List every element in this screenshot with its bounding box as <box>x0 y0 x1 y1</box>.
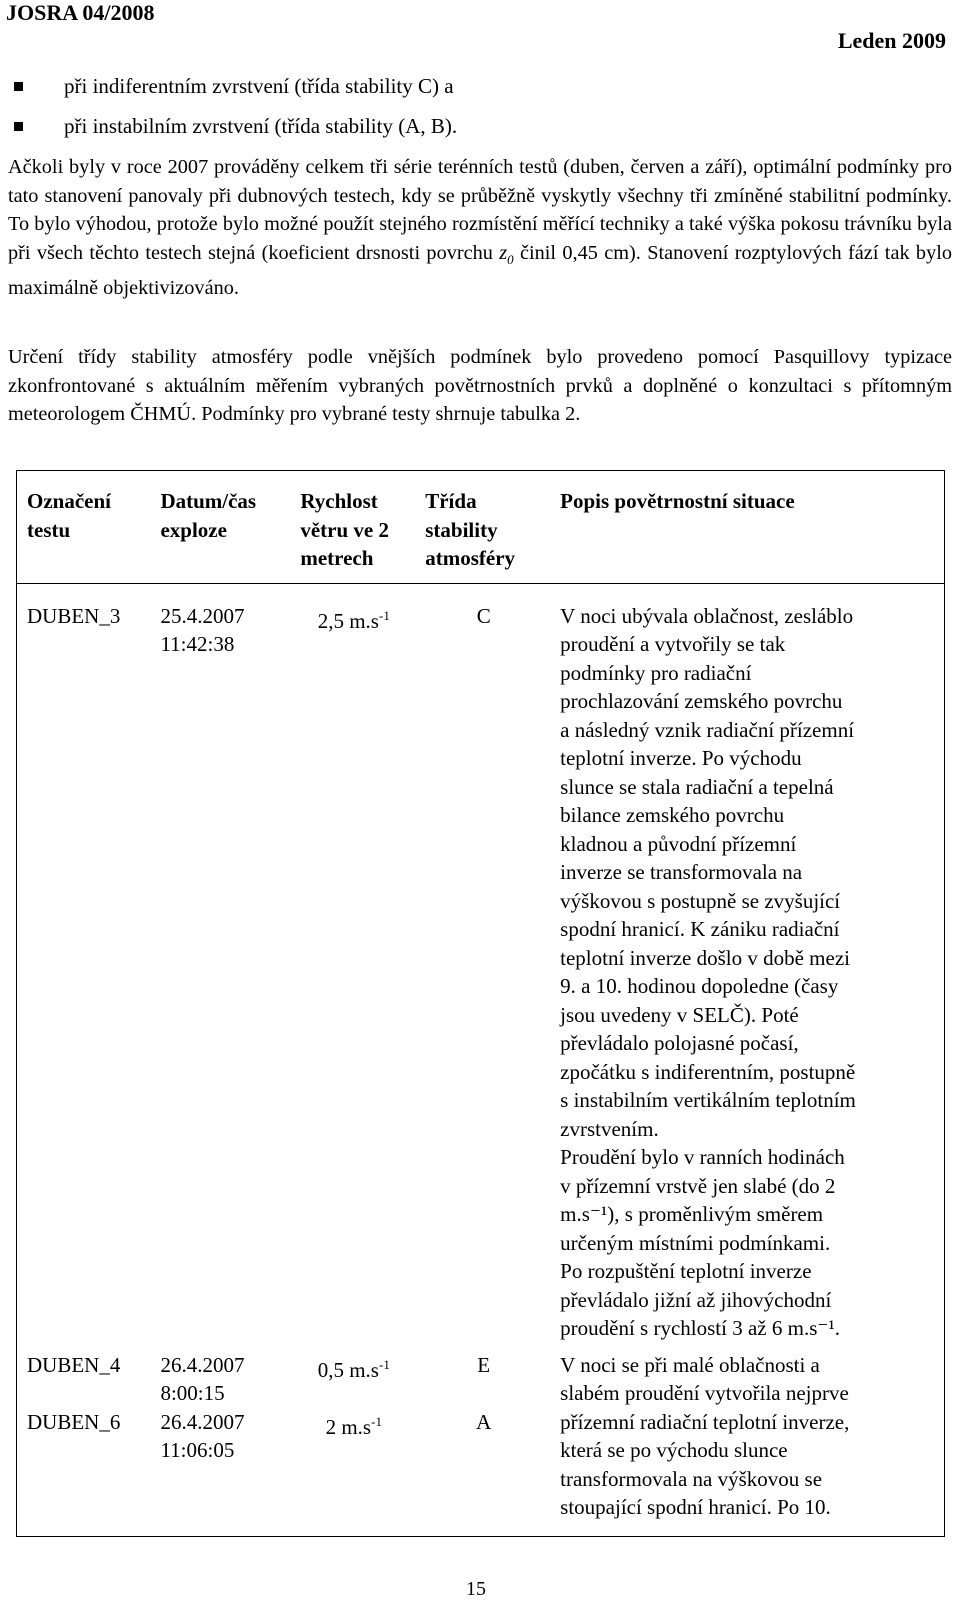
journal-header: JOSRA 04/2008 <box>6 0 155 25</box>
header-test: Označení testu <box>27 489 111 542</box>
page-number: 15 <box>466 1578 486 1600</box>
header-datetime: Datum/čas exploze <box>160 489 257 542</box>
list-item: při indiferentním zvrstvení (třída stability C) a <box>14 70 457 110</box>
roughness-variable: z <box>499 241 508 264</box>
wind-speed-cell: 2 $m.s^{-1}$ <box>325 1413 382 1439</box>
stability-conditions-table <box>16 470 945 1537</box>
stability-class-cell: A <box>476 1409 492 1434</box>
paragraph-stability-class: Určení třídy stability atmosféry podle vnějších podmínek bylo provedeno pomocí Pasquillovy typizace zkonfrontované s aktuálním měřením vybraných povětrnostních prvků a doplněné o konzultaci s přítomným meteorologem ČHMÚ. Podmínky pro vybrané testy shrnuje tabulka 2. <box>8 346 952 425</box>
test-id-cell: DUBEN_6 <box>27 1409 121 1434</box>
test-id-cell: DUBEN_3 <box>27 603 121 628</box>
stability-class-cell: E <box>477 1352 491 1377</box>
test-id-cell: DUBEN_4 <box>27 1352 121 1377</box>
header-weather-description: Popis povětrnostní situace <box>560 489 795 513</box>
table-row <box>17 1408 945 1537</box>
header-wind-speed: Rychlost větru ve 2 metrech <box>300 489 389 570</box>
description-cell: V noci ubývala oblačnost, zesláblo proudění a vytvořily se tak podmínky pro radiační prochlazování zemského povrchu a následný vznik radiační přízemní teplotní inverze. Po východu slunce se stala radiační a tepelná bilance zemského povrchu kladnou a původní přízemní inverze se transformovala na výškovou s postupně se zvyšující spodní hranicí. K zániku radiační teplotní inverze došlo v době mezi 9. a 10. hodinou dopoledne (časy jsou uvedeny v SELČ). Poté převládalo polojasné počasí, zpočátku s indiferentním, postupně s instabilním vertikálním teplotním zvrstvením. Proudění bylo v ranních hodinách v přízemní vrstvě jen slabé (do 2 m.s⁻¹), s proměnlivým směrem určeným místními podmínkami. Po rozpuštění teplotní inverze převládalo jižní až jihovýchodní proudění s rychlostí 3 až 6 m.s⁻¹. <box>560 603 856 1340</box>
roughness-subscript: 0 <box>507 251 514 267</box>
description-cell: V noci se při malé oblačnosti a slabém proudění vytvořila nejprve <box>560 1352 849 1405</box>
wind-speed-cell: 0,5 $m.s^{-1}$ <box>317 1356 390 1382</box>
table-row <box>17 583 945 1351</box>
description-cell: přízemní radiační teplotní inverze, která se po východu slunce transformovala na výškovou se stoupající spodní hranicí. Po 10. <box>560 1409 850 1519</box>
paragraph-text: činil 0,45 cm). Stanovení rozptylových fází tak bylo maximálně objektivizováno. <box>8 241 952 300</box>
table-row <box>17 1351 945 1408</box>
wind-speed-cell: 2,5 $m.s^{-1}$ <box>317 607 390 633</box>
bullet-list <box>14 70 457 150</box>
header-stability-class: Třída stability atmosféry <box>425 489 516 570</box>
stability-class-cell: C <box>476 603 491 628</box>
paragraph-field-tests <box>8 153 952 303</box>
paragraph-text: Ačkoli byly v roce 2007 prováděny celkem tři série terénních testů (duben, červen a září), optimální podmínky pro tato stanovení panovaly při dubnových testech, kdy se průběžně vyskytly všechny tři zmíněné stabilitní podmínky. To bylo výhodou, protože bylo možné použít stejného rozmístění měřící techniky a také výška pokosu trávníku byla při všech těchto testech stejná (koeficient drsnosti povrchu <box>8 156 952 264</box>
list-item: při instabilním zvrstvení (třída stability (A, B). <box>14 110 457 150</box>
datetime-cell: 26.4.2007 11:06:05 <box>160 1409 245 1462</box>
table-header-row <box>17 471 945 584</box>
datetime-cell: 26.4.2007 8:00:15 <box>160 1352 245 1405</box>
issue-date-header: Leden 2009 <box>837 28 946 53</box>
datetime-cell: 25.4.2007 11:42:38 <box>160 603 245 656</box>
